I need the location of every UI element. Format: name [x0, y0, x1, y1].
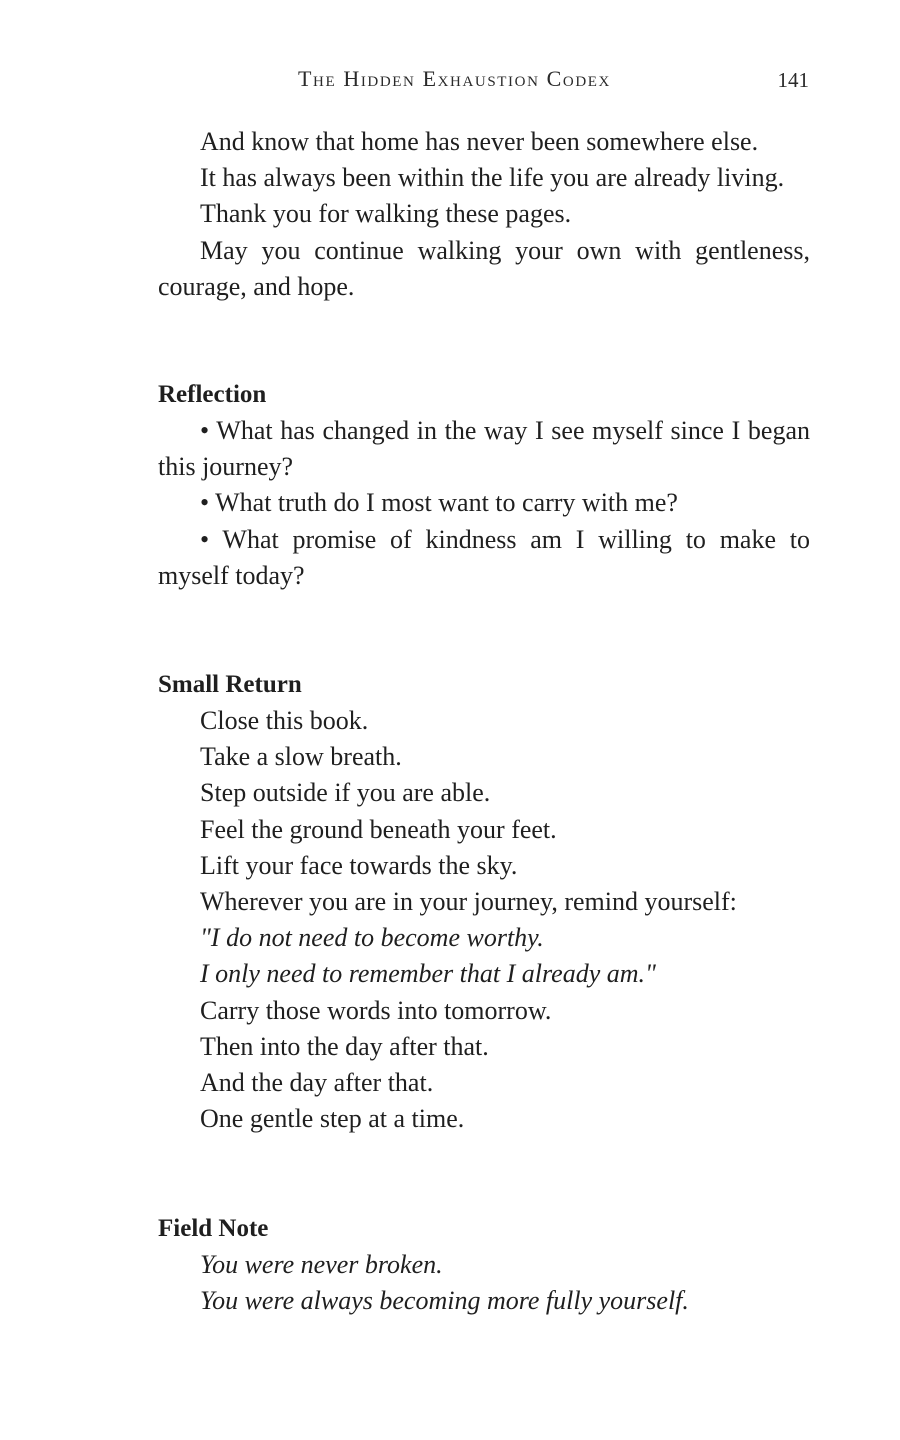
opening-closing-paragraph: May you continue walking your own with gentleness, courage, and hope.: [158, 235, 810, 301]
small-return-line: Wherever you are in your journey, remind yourself:: [200, 887, 737, 917]
small-return-line: One gentle step at a time.: [200, 1104, 465, 1134]
small-return-heading: Small Return: [158, 671, 302, 698]
small-return-line: Feel the ground beneath your feet.: [200, 814, 557, 844]
opening-line: It has always been within the life you are already living.: [200, 163, 785, 193]
running-title: The Hidden Exhaustion Codex: [298, 66, 611, 91]
field-note-heading: Field Note: [158, 1215, 269, 1242]
opening-section: [158, 124, 810, 305]
reflection-section: [158, 377, 810, 594]
small-return-line: Take a slow breath.: [200, 742, 402, 772]
small-return-quote-line: "I do not need to become worthy.: [200, 923, 544, 953]
running-head: [0, 66, 900, 96]
reflection-question: • What truth do I most want to carry with me?: [200, 488, 678, 518]
reflection-heading: Reflection: [158, 381, 267, 408]
reflection-question: • What has changed in the way I see myself since I began this journey?: [158, 416, 810, 482]
opening-line: Thank you for walking these pages.: [200, 199, 572, 229]
field-note-section: [158, 1211, 810, 1319]
small-return-section: [158, 667, 810, 1137]
small-return-quote-line: I only need to remember that I already am.": [200, 959, 656, 989]
small-return-line: And the day after that.: [200, 1068, 434, 1098]
field-note-line: You were never broken.: [200, 1250, 443, 1279]
field-note-line: You were always becoming more fully yourself.: [200, 1286, 689, 1316]
opening-line: And know that home has never been somewhere else.: [200, 127, 759, 156]
small-return-line: Step outside if you are able.: [200, 778, 491, 808]
small-return-line: Close this book.: [200, 706, 369, 735]
reflection-question: • What promise of kindness am I willing to make to myself today?: [158, 524, 810, 590]
small-return-line: Then into the day after that.: [200, 1031, 489, 1061]
page-number: 141: [777, 68, 809, 92]
small-return-line: Carry those words into tomorrow.: [200, 995, 552, 1025]
small-return-line: Lift your face towards the sky.: [200, 850, 518, 880]
